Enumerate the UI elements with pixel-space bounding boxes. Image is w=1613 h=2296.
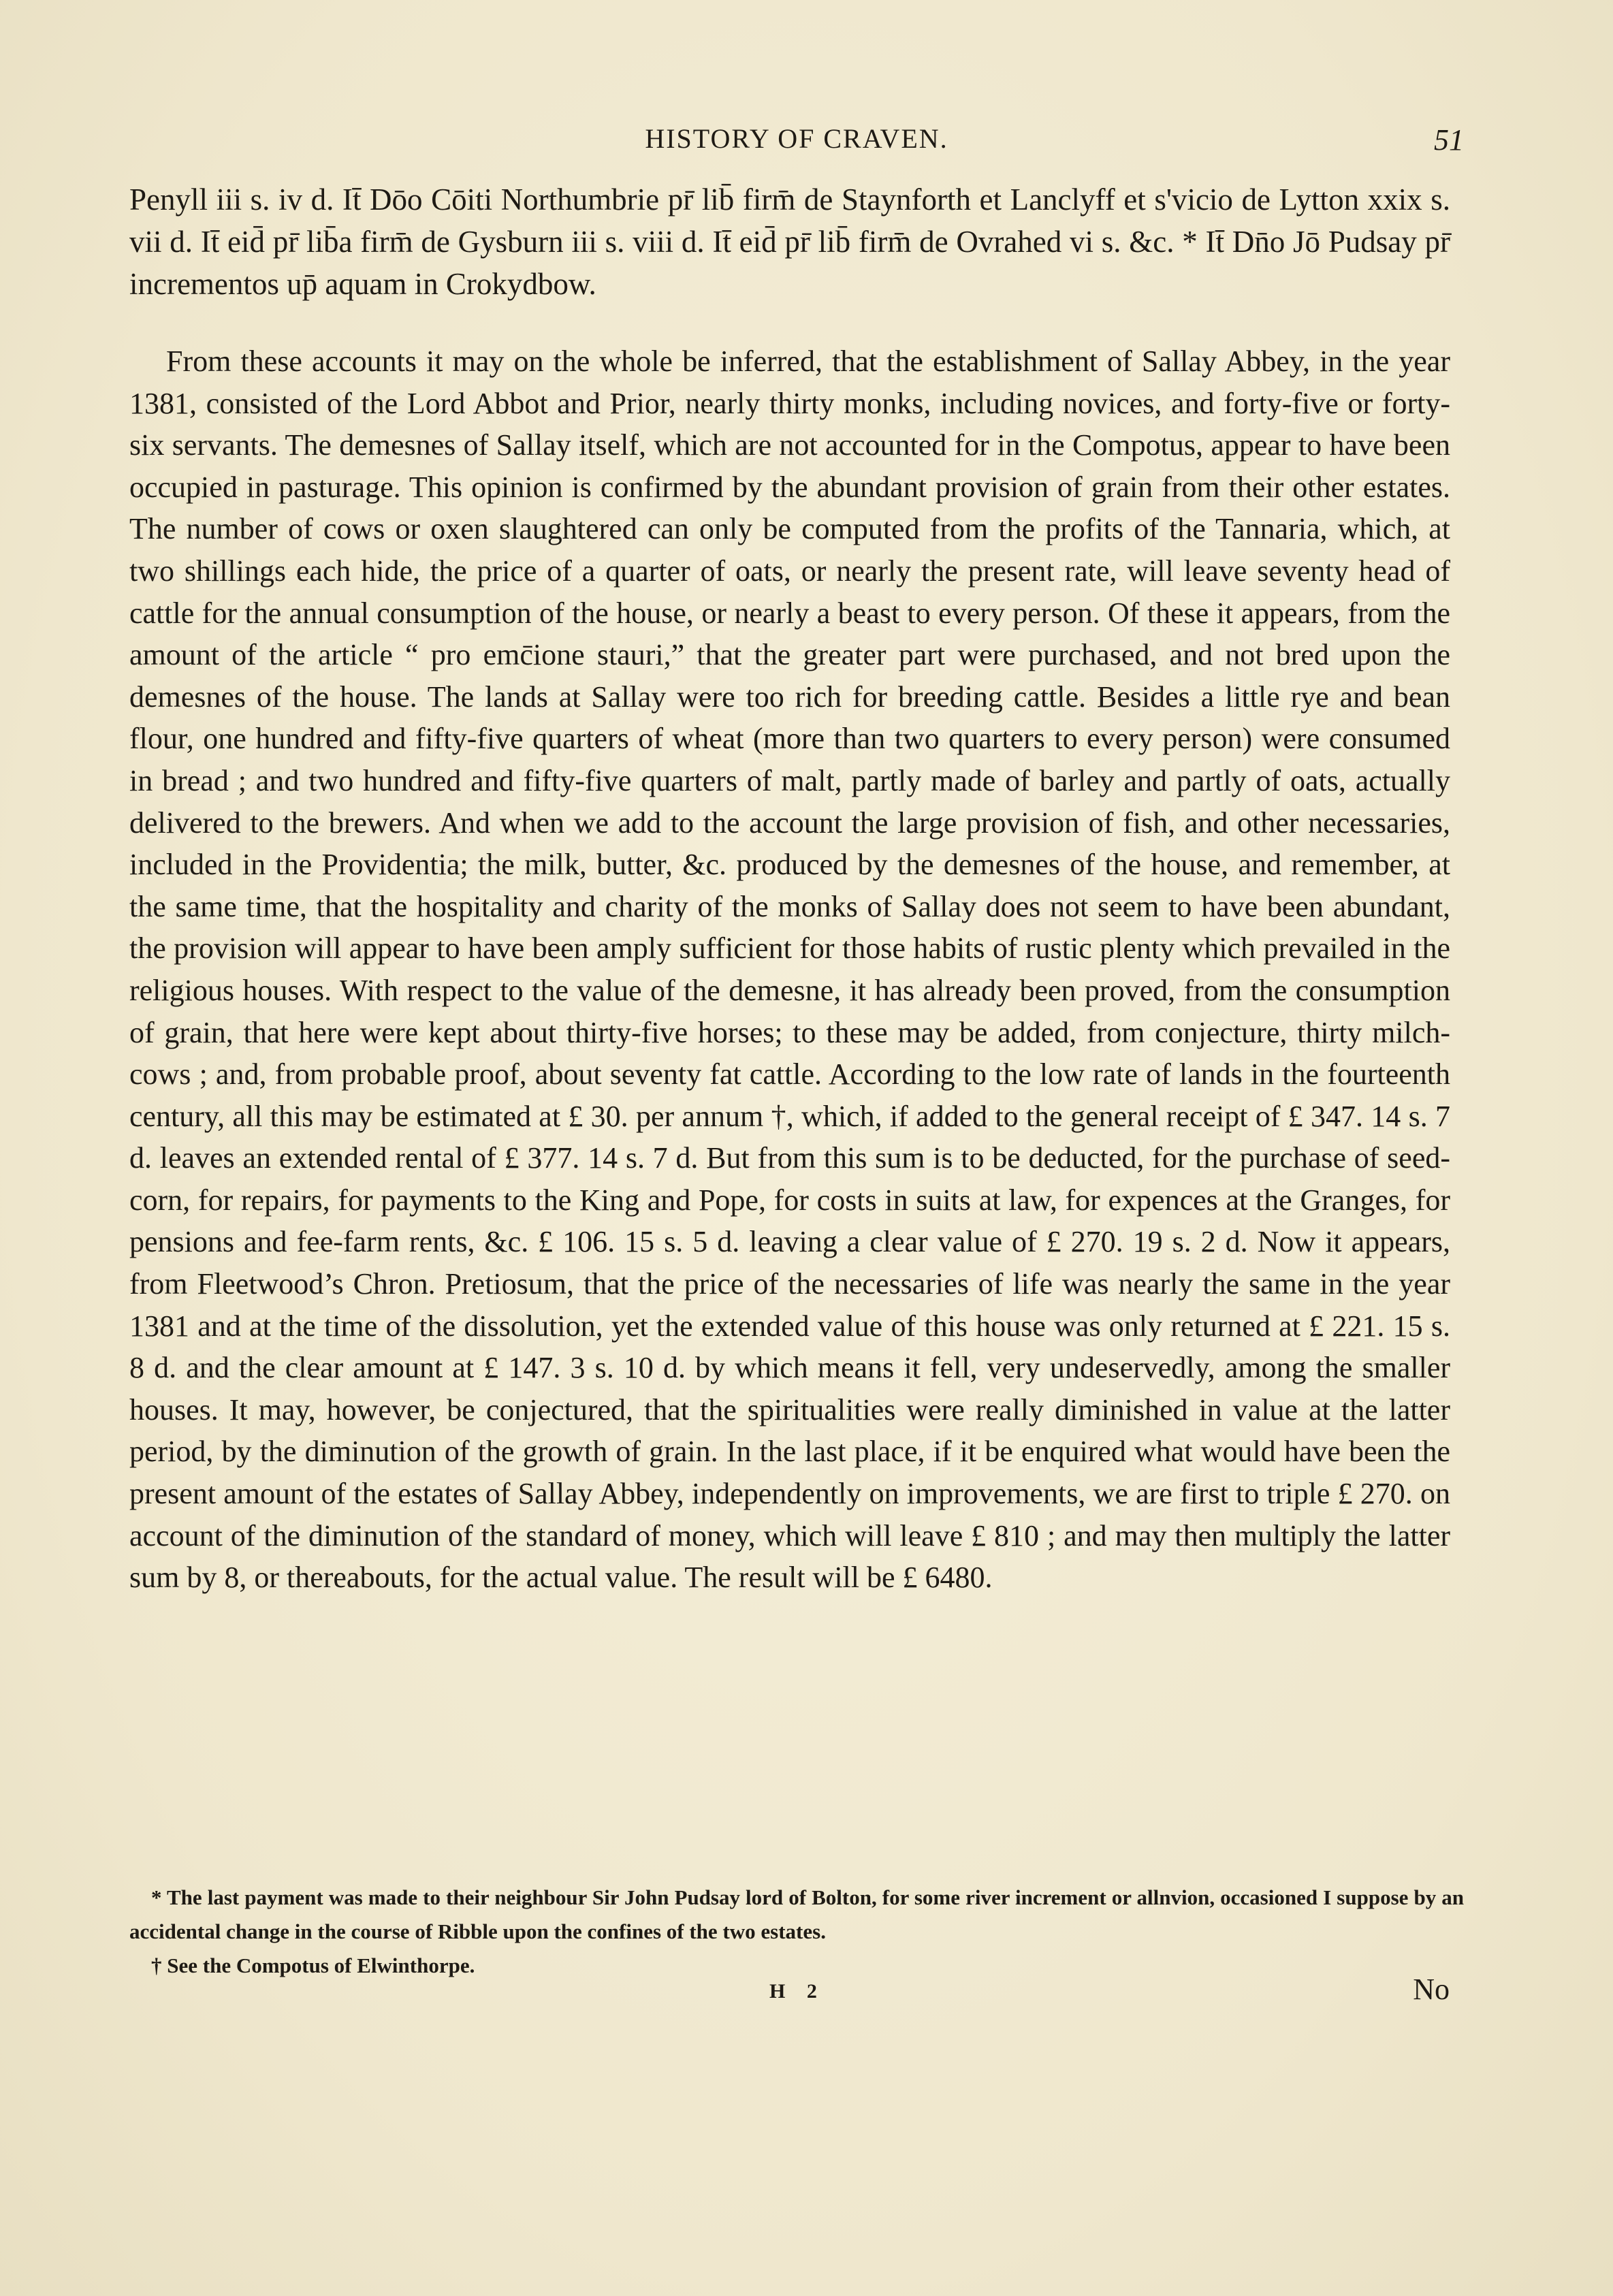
signature-mark: H 2	[769, 1980, 825, 2003]
page-number: 51	[1434, 123, 1464, 157]
latin-account-text: Penyll iii s. iv d. It̄ Dōo Cōiti Northumbrie pr̄ lib̄ firm̄ de Staynforth et Lanclyff et s'vicio de Lytton xxix s. vii d. It̄ eid̄ pr̄ lib̄a firm̄ de Gysburn iii s. viii d. It̄ eid̄ pr̄ lib̄ firm̄ de Ovrahed vi s. &c. * It̄ Dn̄o Jō Pudsay pr̄ incrementos up̄ aquam in Crokydbow.	[129, 182, 1450, 301]
main-paragraph: From these accounts it may on the whole be inferred, that the establishment of Sallay Abbey, in the year 1381, consisted of the Lord Abbot and Prior, nearly thirty monks, including novices, and forty-five or forty-six servants. The demesnes of Sallay itself, which are not accounted for in the Compotus, appear to have been occupied in pasturage. This opinion is confirmed by the abundant provision of grain from their other estates. The number of cows or oxen slaughtered can only be computed from the profits of the Tannaria, which, at two shillings each hide, the price of a quarter of oats, or nearly the present rate, will leave seventy head of cattle for the annual consumption of the house, or nearly a beast to every person. Of these it appears, from the amount of the article “ pro emc̄ione stauri,” that the greater part were purchased, and not bred upon the demesnes of the house. The lands at Sallay were too rich for breeding cattle. Besides a little rye and bean flour, one hundred and fifty-five quarters of wheat (more than two quarters to every person) were consumed in bread ; and two hundred and fifty-five quarters of malt, partly made of barley and partly of oats, actually delivered to the brewers. And when we add to the account the large provision of fish, and other necessaries, included in the Providentia; the milk, butter, &c. produced by the demesnes of the house, and remember, at the same time, that the hospitality and charity of the monks of Sallay does not seem to have been abundant, the provision will appear to have been amply sufficient for those habits of rustic plenty which prevailed in the religious houses. With respect to the value of the demesne, it has already been proved, from the consumption of grain, that here were kept about thirty-five horses; to these may be added, from conjecture, thirty milch-cows ; and, from probable proof, about seventy fat cattle. According to the low rate of lands in the fourteenth century, all this may be estimated at £ 30. per annum †, which, if added to the general receipt of £ 347. 14 s. 7 d. leaves an extended rental of £ 377. 14 s. 7 d. But from this sum is to be deducted, for the purchase of seed-corn, for repairs, for payments to the King and Pope, for costs in suits at law, for expences at the Granges, for pensions and fee-farm rents, &c. £ 106. 15 s. 5 d. leaving a clear value of £ 270. 19 s. 2 d. Now it appears, from Fleetwood’s Chron. Pretiosum, that the price of the necessaries of life was nearly the same in the year 1381 and at the time of the dissolution, yet the extended value of this house was only returned at £ 221. 15 s. 8 d. and the clear amount at £ 147. 3 s. 10 d. by which means it fell, very undeservedly, among the smaller houses. It may, however, be conjectured, that the spiritualities were really diminished in value at the latter period, by the diminution of the growth of grain. In the last place, if it be enquired what would have been the present amount of the estates of Sallay Abbey, independently on improvements, we are first to triple £ 270. on account of the diminution of the standard of money, which will leave £ 810 ; and may then multiply the latter sum by 8, or thereabouts, for the actual value. The result will be £ 6480.	[129, 345, 1450, 1595]
footnote-dagger: † See the Compotus of Elwinthorpe.	[151, 1954, 475, 1977]
footnote-asterisk: * The last payment was made to their neighbour Sir John Pudsay lord of Bolton, for some river increment or allnvion, occasioned I suppose by an accidental change in the course of Ribble upon the confines of the two estates.	[129, 1885, 1464, 1943]
catchword: No	[1413, 1973, 1450, 2006]
footnotes	[129, 1881, 1464, 1983]
page-header	[129, 123, 1464, 163]
running-title: HISTORY OF CRAVEN.	[645, 123, 948, 154]
